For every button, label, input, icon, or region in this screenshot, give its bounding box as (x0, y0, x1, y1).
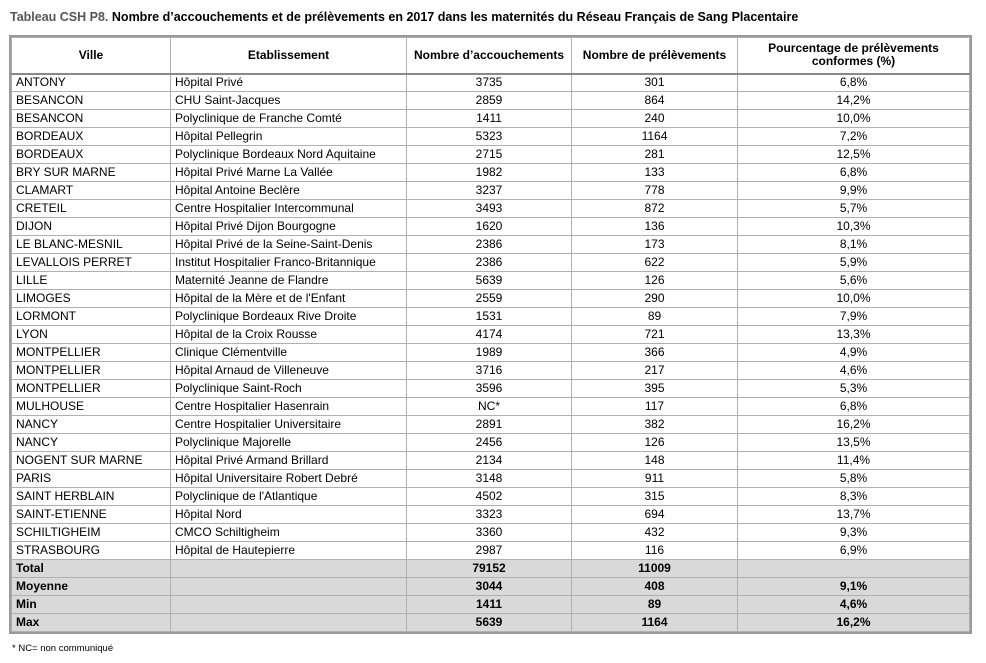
cell-ville: LORMONT (12, 308, 171, 326)
cell-accouchements: 3148 (407, 470, 572, 488)
cell-etablissement: Hôpital Privé Dijon Bourgogne (171, 218, 407, 236)
cell-etablissement: Hôpital Pellegrin (171, 128, 407, 146)
cell-ville: NOGENT SUR MARNE (12, 452, 171, 470)
cell-etablissement: Maternité Jeanne de Flandre (171, 272, 407, 290)
cell-accouchements: 4502 (407, 488, 572, 506)
table-body (12, 74, 970, 632)
cell-etablissement: Hôpital Arnaud de Villeneuve (171, 362, 407, 380)
cell-pourcentage: 5,9% (738, 254, 970, 272)
cell-prelevements: 126 (572, 272, 738, 290)
cell-pourcentage: 6,8% (738, 164, 970, 182)
cell-etablissement: Centre Hospitalier Universitaire (171, 416, 407, 434)
cell-ville: PARIS (12, 470, 171, 488)
cell-pourcentage: 7,2% (738, 128, 970, 146)
caption-prefix: Tableau CSH P8. (10, 10, 109, 24)
cell-accouchements: 5639 (407, 614, 572, 632)
table-row (12, 524, 970, 542)
cell-accouchements: 1411 (407, 110, 572, 128)
header-accouchements: Nombre d’accouchements (407, 38, 572, 74)
cell-ville: CLAMART (12, 182, 171, 200)
cell-pourcentage: 14,2% (738, 92, 970, 110)
cell-etablissement: CMCO Schiltigheim (171, 524, 407, 542)
table-row (12, 290, 970, 308)
cell-ville: LEVALLOIS PERRET (12, 254, 171, 272)
cell-pourcentage: 6,9% (738, 542, 970, 560)
cell-prelevements: 864 (572, 92, 738, 110)
cell-accouchements: 2859 (407, 92, 572, 110)
summary-row (12, 560, 970, 578)
cell-etablissement (171, 614, 407, 632)
cell-prelevements: 315 (572, 488, 738, 506)
cell-etablissement: Clinique Clémentville (171, 344, 407, 362)
cell-accouchements: 3044 (407, 578, 572, 596)
cell-etablissement: Polyclinique Majorelle (171, 434, 407, 452)
cell-ville: STRASBOURG (12, 542, 171, 560)
cell-etablissement: Polyclinique Bordeaux Nord Aquitaine (171, 146, 407, 164)
table-row (12, 452, 970, 470)
cell-pourcentage: 9,9% (738, 182, 970, 200)
cell-prelevements: 301 (572, 74, 738, 92)
cell-pourcentage: 5,8% (738, 470, 970, 488)
cell-etablissement: Hôpital Antoine Beclère (171, 182, 407, 200)
cell-pourcentage: 5,3% (738, 380, 970, 398)
summary-row (12, 578, 970, 596)
cell-etablissement: Polyclinique Saint-Roch (171, 380, 407, 398)
cell-ville: BESANCON (12, 92, 171, 110)
cell-etablissement: Polyclinique de Franche Comté (171, 110, 407, 128)
cell-ville: MONTPELLIER (12, 362, 171, 380)
cell-etablissement: Institut Hospitalier Franco-Britannique (171, 254, 407, 272)
cell-ville: DIJON (12, 218, 171, 236)
header-pourcentage: Pourcentage de prélèvements conformes (%) (738, 38, 970, 74)
cell-pourcentage: 8,3% (738, 488, 970, 506)
cell-ville: Min (12, 596, 171, 614)
caption-title: Nombre d’accouchements et de prélèvements en 2017 dans les maternités du Réseau Français de Sang Placentaire (111, 10, 799, 24)
header-ville: Ville (12, 38, 171, 74)
table-row (12, 200, 970, 218)
cell-etablissement: Hôpital de la Mère et de l'Enfant (171, 290, 407, 308)
cell-etablissement: Hôpital Universitaire Robert Debré (171, 470, 407, 488)
cell-pourcentage: 4,6% (738, 362, 970, 380)
table-row (12, 218, 970, 236)
cell-prelevements: 136 (572, 218, 738, 236)
cell-pourcentage: 13,7% (738, 506, 970, 524)
cell-prelevements: 911 (572, 470, 738, 488)
cell-prelevements: 217 (572, 362, 738, 380)
cell-pourcentage: 13,5% (738, 434, 970, 452)
cell-accouchements: 3735 (407, 74, 572, 92)
cell-pourcentage: 7,9% (738, 308, 970, 326)
summary-row (12, 614, 970, 632)
cell-prelevements: 116 (572, 542, 738, 560)
header-etablissement: Etablissement (171, 38, 407, 74)
data-table (11, 37, 970, 632)
table-row (12, 164, 970, 182)
table-row (12, 146, 970, 164)
cell-pourcentage: 11,4% (738, 452, 970, 470)
cell-prelevements: 721 (572, 326, 738, 344)
cell-etablissement: Hôpital Privé de la Seine-Saint-Denis (171, 236, 407, 254)
cell-accouchements: 2456 (407, 434, 572, 452)
cell-accouchements: 5323 (407, 128, 572, 146)
cell-ville: LE BLANC-MESNIL (12, 236, 171, 254)
cell-accouchements: 2386 (407, 236, 572, 254)
table-row (12, 380, 970, 398)
table-caption (10, 10, 798, 24)
cell-ville: BESANCON (12, 110, 171, 128)
table-row (12, 362, 970, 380)
cell-pourcentage: 16,2% (738, 614, 970, 632)
cell-pourcentage: 10,3% (738, 218, 970, 236)
summary-row (12, 596, 970, 614)
cell-accouchements: 3360 (407, 524, 572, 542)
cell-ville: Total (12, 560, 171, 578)
header-prelevements: Nombre de prélèvements (572, 38, 738, 74)
cell-etablissement: Centre Hospitalier Hasenrain (171, 398, 407, 416)
cell-accouchements: 2559 (407, 290, 572, 308)
cell-accouchements: 3237 (407, 182, 572, 200)
cell-pourcentage: 6,8% (738, 74, 970, 92)
cell-accouchements: 1411 (407, 596, 572, 614)
cell-prelevements: 148 (572, 452, 738, 470)
cell-prelevements: 11009 (572, 560, 738, 578)
cell-ville: MONTPELLIER (12, 380, 171, 398)
cell-pourcentage: 10,0% (738, 290, 970, 308)
cell-pourcentage: 13,3% (738, 326, 970, 344)
cell-etablissement (171, 578, 407, 596)
cell-accouchements: 4174 (407, 326, 572, 344)
cell-ville: LIMOGES (12, 290, 171, 308)
cell-prelevements: 622 (572, 254, 738, 272)
cell-accouchements: 5639 (407, 272, 572, 290)
cell-prelevements: 117 (572, 398, 738, 416)
cell-prelevements: 1164 (572, 614, 738, 632)
cell-prelevements: 366 (572, 344, 738, 362)
cell-pourcentage: 8,1% (738, 236, 970, 254)
cell-pourcentage: 16,2% (738, 416, 970, 434)
cell-ville: MULHOUSE (12, 398, 171, 416)
cell-ville: SAINT-ETIENNE (12, 506, 171, 524)
cell-accouchements: 2987 (407, 542, 572, 560)
cell-accouchements: 1531 (407, 308, 572, 326)
cell-etablissement: CHU Saint-Jacques (171, 92, 407, 110)
cell-ville: ANTONY (12, 74, 171, 92)
table-row (12, 398, 970, 416)
cell-accouchements: NC* (407, 398, 572, 416)
cell-etablissement (171, 560, 407, 578)
table-row (12, 308, 970, 326)
table-row (12, 272, 970, 290)
cell-pourcentage: 10,0% (738, 110, 970, 128)
cell-etablissement: Hôpital Privé Marne La Vallée (171, 164, 407, 182)
cell-accouchements: 1982 (407, 164, 572, 182)
table-row (12, 110, 970, 128)
cell-prelevements: 778 (572, 182, 738, 200)
cell-etablissement: Polyclinique de l'Atlantique (171, 488, 407, 506)
cell-etablissement (171, 596, 407, 614)
cell-ville: Moyenne (12, 578, 171, 596)
cell-prelevements: 126 (572, 434, 738, 452)
table-row (12, 344, 970, 362)
cell-ville: LILLE (12, 272, 171, 290)
cell-pourcentage: 4,9% (738, 344, 970, 362)
cell-etablissement: Centre Hospitalier Intercommunal (171, 200, 407, 218)
cell-accouchements: 79152 (407, 560, 572, 578)
cell-ville: NANCY (12, 434, 171, 452)
table-row (12, 506, 970, 524)
table-row (12, 542, 970, 560)
cell-ville: BORDEAUX (12, 146, 171, 164)
cell-prelevements: 382 (572, 416, 738, 434)
cell-prelevements: 89 (572, 308, 738, 326)
cell-prelevements: 395 (572, 380, 738, 398)
table-row (12, 488, 970, 506)
table-row (12, 416, 970, 434)
cell-accouchements: 1620 (407, 218, 572, 236)
cell-accouchements: 1989 (407, 344, 572, 362)
cell-ville: SCHILTIGHEIM (12, 524, 171, 542)
cell-ville: SAINT HERBLAIN (12, 488, 171, 506)
cell-accouchements: 3596 (407, 380, 572, 398)
cell-prelevements: 290 (572, 290, 738, 308)
table-row (12, 326, 970, 344)
cell-ville: LYON (12, 326, 171, 344)
cell-prelevements: 240 (572, 110, 738, 128)
cell-pourcentage: 4,6% (738, 596, 970, 614)
cell-prelevements: 89 (572, 596, 738, 614)
table-row (12, 182, 970, 200)
cell-prelevements: 432 (572, 524, 738, 542)
cell-etablissement: Hôpital Nord (171, 506, 407, 524)
cell-pourcentage: 12,5% (738, 146, 970, 164)
cell-prelevements: 872 (572, 200, 738, 218)
cell-ville: MONTPELLIER (12, 344, 171, 362)
table-row (12, 236, 970, 254)
cell-etablissement: Hôpital de la Croix Rousse (171, 326, 407, 344)
header-row (12, 38, 970, 74)
table-row (12, 254, 970, 272)
table-row (12, 92, 970, 110)
table-row (12, 470, 970, 488)
cell-ville: CRETEIL (12, 200, 171, 218)
cell-accouchements: 3493 (407, 200, 572, 218)
cell-ville: BRY SUR MARNE (12, 164, 171, 182)
table-row (12, 128, 970, 146)
cell-prelevements: 408 (572, 578, 738, 596)
cell-prelevements: 133 (572, 164, 738, 182)
cell-etablissement: Hôpital Privé (171, 74, 407, 92)
cell-etablissement: Hôpital de Hautepierre (171, 542, 407, 560)
cell-ville: Max (12, 614, 171, 632)
cell-prelevements: 1164 (572, 128, 738, 146)
cell-accouchements: 3323 (407, 506, 572, 524)
cell-pourcentage: 9,3% (738, 524, 970, 542)
cell-pourcentage: 9,1% (738, 578, 970, 596)
cell-pourcentage: 6,8% (738, 398, 970, 416)
cell-ville: BORDEAUX (12, 128, 171, 146)
cell-pourcentage (738, 560, 970, 578)
cell-etablissement: Polyclinique Bordeaux Rive Droite (171, 308, 407, 326)
cell-accouchements: 2134 (407, 452, 572, 470)
cell-pourcentage: 5,6% (738, 272, 970, 290)
cell-ville: NANCY (12, 416, 171, 434)
cell-accouchements: 3716 (407, 362, 572, 380)
cell-prelevements: 694 (572, 506, 738, 524)
cell-accouchements: 2715 (407, 146, 572, 164)
footnote: * NC= non communiqué (12, 643, 114, 654)
cell-prelevements: 173 (572, 236, 738, 254)
cell-accouchements: 2386 (407, 254, 572, 272)
table-row (12, 434, 970, 452)
cell-etablissement: Hôpital Privé Armand Brillard (171, 452, 407, 470)
cell-pourcentage: 5,7% (738, 200, 970, 218)
table-row (12, 74, 970, 92)
cell-prelevements: 281 (572, 146, 738, 164)
cell-accouchements: 2891 (407, 416, 572, 434)
